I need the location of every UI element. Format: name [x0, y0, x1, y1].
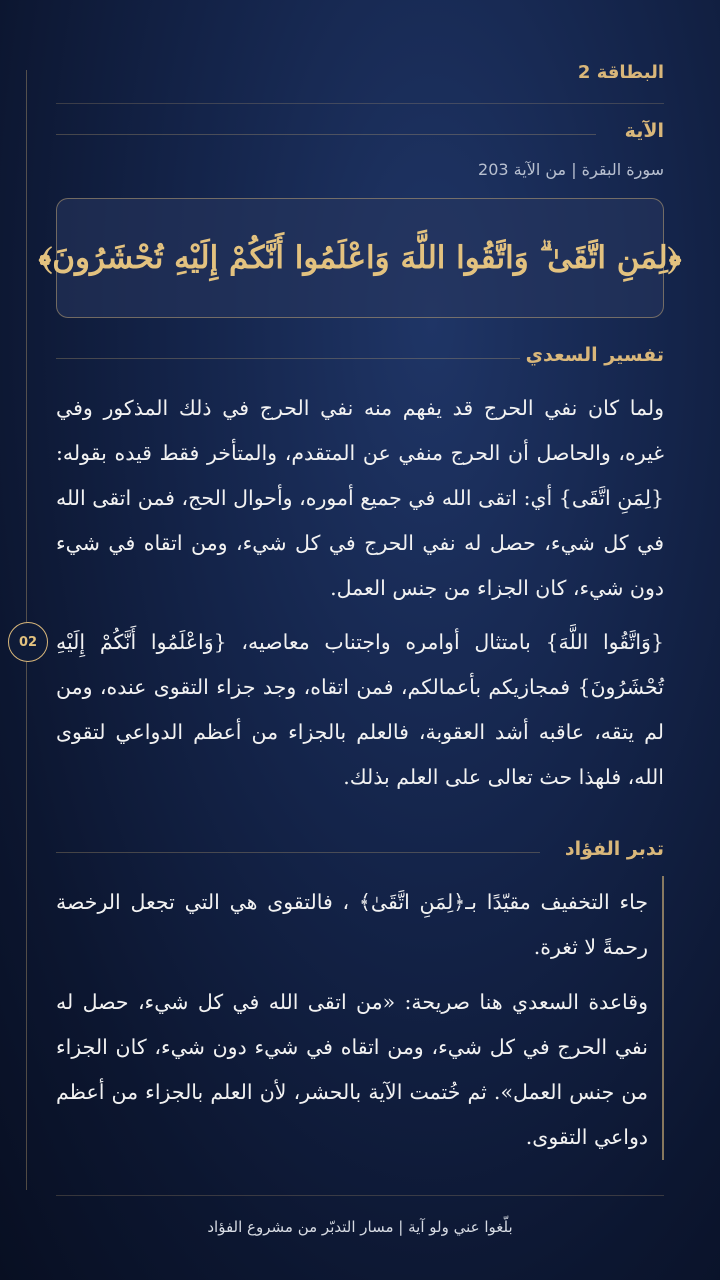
tafsir-paragraph: {وَاتَّقُوا اللَّهَ} بامتثال أوامره واجتناب معاصيه، {وَاعْلَمُوا أَنَّكُمْ إِلَيْهِ تُحْشَرُونَ} فمجازيكم بأعمالكم، فمن اتقاه، وجد جزاء التقوى عنده، ومن لم يتقه، عاقبه أشد العقوبة، فالعلم بالجزاء من أعظم الدواعي لتقوى الله، فلهذا حث تعالى على العلم بذلك.	[56, 630, 664, 789]
ayah-source: سورة البقرة | من الآية 203	[478, 160, 664, 179]
reflection-section-title: تدبر الفؤاد	[564, 838, 664, 860]
section-rule	[56, 134, 596, 135]
verse-text: ﴿لِمَنِ اتَّقَىٰ ۗ وَاتَّقُوا اللَّهَ وَاعْلَمُوا أَنَّكُمْ إِلَيْهِ تُحْشَرُونَ﴾	[38, 239, 682, 276]
card-label: البطاقة 2	[577, 62, 664, 83]
divider	[56, 103, 664, 104]
reflection-bar	[662, 876, 664, 1160]
section-rule	[56, 852, 540, 853]
section-rule	[56, 358, 520, 359]
reflection-paragraph: جاء التخفيف مقيّدًا بـ﴿لِمَنِ اتَّقَىٰ﴾ ، فالتقوى هي التي تجعل الرخصة رحمةً لا ثغرة.	[56, 890, 648, 959]
footer-text: بلّغوا عني ولو آية | مسار التدبّر من مشروع الفؤاد	[207, 1218, 513, 1236]
tafsir-section-title: تفسير السعدي	[525, 344, 664, 366]
card-number-badge: 02	[8, 622, 48, 662]
verse-box	[38, 198, 682, 318]
reflection-paragraph: وقاعدة السعدي هنا صريحة: «من اتقى الله في كل شيء، حصل له نفي الحرج في كل شيء، ومن اتقاه في شيء دون شيء، كان الجزاء من جنس العمل». ثم خُتمت الآية بالحشر، لأن العلم بالجزاء من أعظم دواعي التقوى.	[56, 990, 648, 1149]
ayah-section-title: الآية	[624, 120, 664, 142]
divider	[56, 1195, 664, 1196]
tafsir-paragraph: ولما كان نفي الحرج قد يفهم منه نفي الحرج في ذلك المذكور وفي غيره، والحاصل أن الحرج منفي عن المتقدم، والمتأخر فقط قيده بقوله: {لِمَنِ اتَّقَى} أي: اتقى الله في جميع أموره، وأحوال الحج، فمن اتقى الله في كل شيء، حصل له نفي الحرج في كل شيء، ومن اتقاه في شيء دون شيء، كان الجزاء من جنس العمل.	[56, 396, 664, 600]
